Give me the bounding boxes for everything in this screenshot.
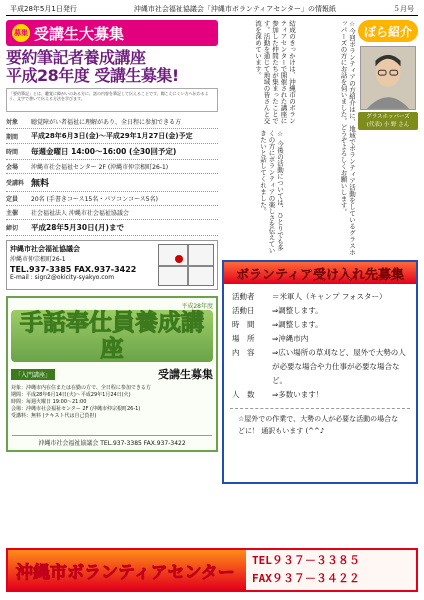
course1-title-line1: 要約筆記者養成講座	[6, 48, 146, 67]
issue-date: 平成28年5月1日発行	[10, 5, 77, 13]
right-column	[222, 20, 418, 544]
map-road	[159, 265, 213, 267]
map-image	[158, 244, 214, 286]
recruit-title: 受講生大募集	[34, 24, 125, 43]
accept-note: ☆屋外での作業で、大勢の人が必要な活動の場合などに！ 通訳もいます (^^♪	[230, 408, 410, 441]
publisher: 沖縄市社会福祉協議会「沖縄市ボランティアセンター」の情報紙	[133, 5, 336, 13]
course2-section	[6, 296, 218, 452]
info-row: 時間 毎週金曜日 14:00〜16:00 (全30回予定)	[6, 144, 218, 160]
volunteer-text-1: ☆今回ボランティアの方紹介はに、地域でボランティア活動をしているグラスホッパーズの方にお話を伺いました。どうぞよろしくお願いします。	[339, 20, 356, 256]
course2-footer: 沖縄市社会福祉協議会 TEL.937-3385 FAX.937-3422	[12, 435, 212, 447]
info-row: 対象 聴覚障がい者福祉に理解があり、全日程に参加できる方	[6, 115, 218, 129]
info-row: 受講料 無料	[6, 174, 218, 192]
footer-contact	[246, 552, 416, 588]
footer-tel: TEL９３７－３３８５	[252, 554, 360, 567]
info-row: 会場 沖縄市社会福祉センター 2F (沖縄市仲宗根町26-1)	[6, 160, 218, 174]
course2-row: 会場：沖縄市社会福祉センター 2F (沖縄市仲宗根町26-1)	[11, 406, 141, 412]
accept-row: 内 容 ⇒広い場所の草刈など、屋外で大勢の人が必要な場合や力仕事が必要な場合など。	[232, 348, 406, 385]
course1-title	[6, 49, 218, 85]
accept-title: ボランティア受け入れ先募集	[224, 262, 416, 284]
course2-subhead	[11, 366, 213, 382]
accept-row: 活動者 ＝米軍人（キャンプ フォスター）	[232, 292, 387, 301]
accept-row: 活動日 ⇒調整します。	[232, 306, 323, 315]
issue-number: ５月号	[392, 5, 414, 13]
left-column	[6, 20, 218, 544]
accept-row: 場 所 ⇒沖縄市内	[232, 334, 309, 343]
course2-row: 時間：毎週火曜日 19:00〜21:00	[11, 399, 87, 405]
accept-row: 人 数 ⇒多数います！	[232, 390, 324, 399]
page-footer	[6, 548, 418, 592]
map-pin-icon	[175, 255, 183, 263]
contact-email[interactable]: E-mail : sign2@okicity-syakyo.com	[10, 274, 115, 281]
accept-row: 時 間 ⇒調整します。	[232, 320, 323, 329]
info-row: 期間 平成28年6月3日(金)〜平成29年1月27日(金)予定	[6, 129, 218, 144]
person-photo-icon	[361, 47, 415, 109]
course2-rows	[11, 385, 213, 420]
info-row: 主催 社会福祉法人 沖縄市社会福祉協議会	[6, 206, 218, 220]
info-row: 締切 平成28年5月30日(月)まで	[6, 220, 218, 236]
course2-title: 手話奉仕員養成講座	[11, 310, 213, 362]
contact-tel: TEL.937-3385 FAX.937-3422	[10, 265, 137, 274]
contact-address: 沖縄市仲宗根町26-1	[10, 256, 66, 263]
recruit-badge: 募集	[12, 24, 30, 42]
contact-name: 沖縄市社会福祉協議会	[10, 245, 80, 253]
volunteer-name: (代表) 小 野 さん	[366, 122, 410, 128]
volunteer-text-2: 結成のきっかけは、沖縄市のボランティアセンターで開催された講座に参加した仲間たちが集まったことです。活動を通じて地域の皆さんと交流を深めています。	[254, 20, 296, 124]
footer-center-name: 沖縄市ボランティアセンター	[8, 550, 246, 590]
accept-list	[224, 284, 416, 408]
footer-fax: FAX９３７－３４２２	[252, 572, 360, 585]
accept-section	[222, 260, 418, 484]
course1-intro: 「要約筆記」とは、聴覚に障がいのある方に、話の内容を筆記して伝えることです。聞こえにくい方へ伝わるよう、文字で書いて伝える方法を学びます。	[6, 88, 218, 112]
course2-row: 対象：沖縄市内在住または在勤の方で、全日程に参加できる方	[11, 385, 151, 391]
volunteer-photo	[360, 46, 416, 110]
course2-row: 受講料：無料 (テキスト代は自己負担)	[11, 413, 97, 419]
course2-row: 期間：平成28年6月14日(火)〜平成29年1月24日(火)	[11, 392, 131, 398]
course2-tag: 「入門講座」	[11, 369, 55, 380]
volunteer-intro	[222, 20, 418, 256]
volunteer-name-tag	[358, 112, 418, 130]
course1-title-line2: 平成28年度 受講生募集!	[6, 66, 179, 85]
course1-info	[6, 115, 218, 236]
volunteer-group: グラスホッパーズ	[366, 114, 410, 120]
info-row: 定員 20名 (手書きコース15名・パソコンコース5名)	[6, 192, 218, 206]
course2-year: 平成28年度	[181, 303, 213, 310]
course1-contact	[6, 240, 218, 290]
volunteer-text-3: ☆ 今後の活動については、ひとりでも多くの方にボランティアの楽しさを伝えていきたいと話してくれました。	[259, 130, 284, 254]
volunteer-intro-badge: ぼら紹介	[358, 20, 418, 42]
recruit-banner	[6, 20, 218, 46]
course2-recruit: 受講生募集	[158, 368, 213, 381]
page-header	[6, 4, 418, 16]
map-road	[187, 245, 189, 285]
